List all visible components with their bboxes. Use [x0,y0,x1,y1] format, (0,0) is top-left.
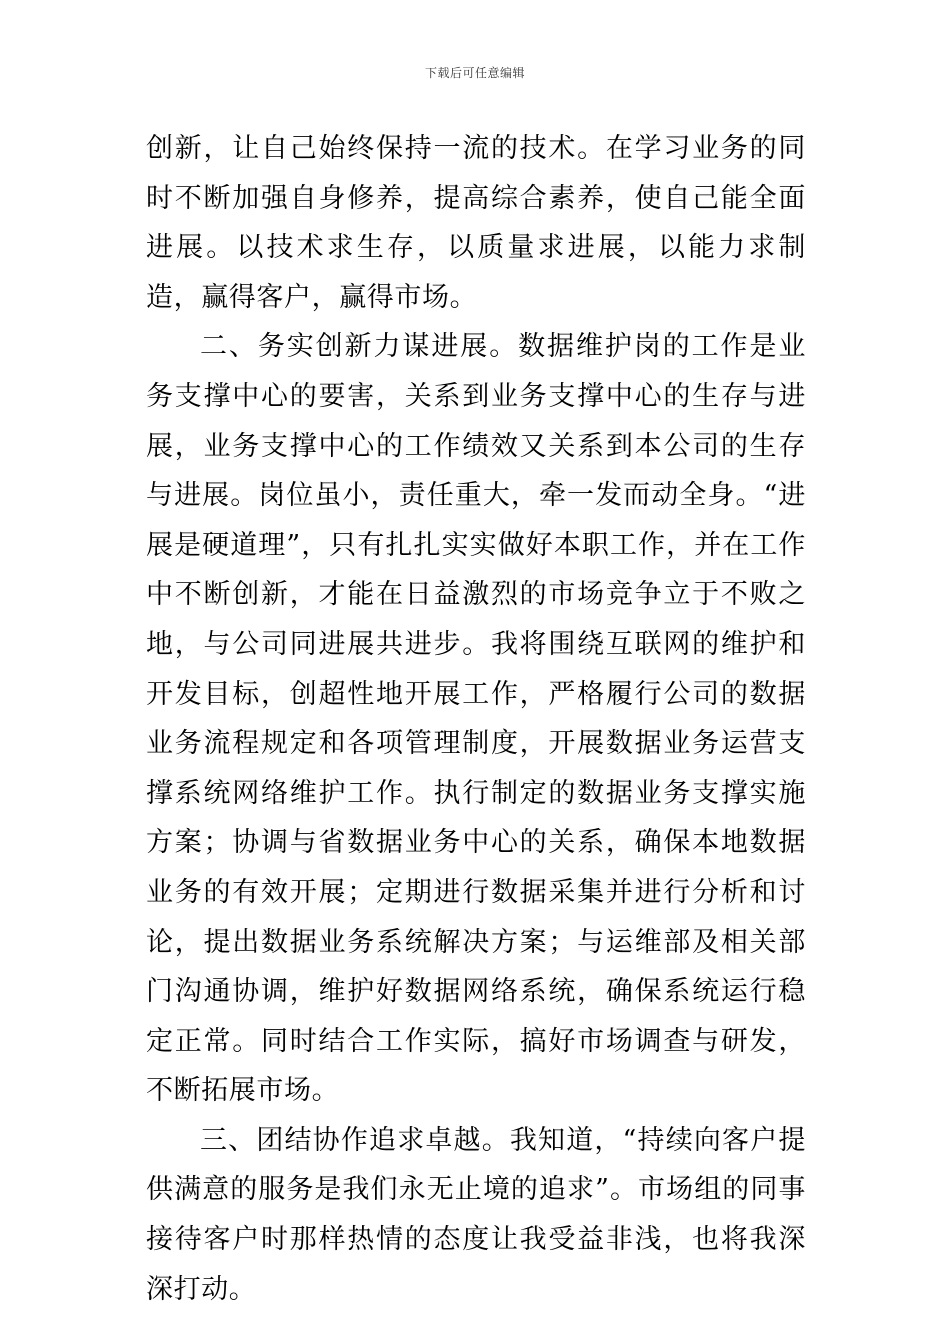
paragraph-2: 二、务实创新力谋进展。数据维护岗的工作是业务支撑中心的要害，关系到业务支撑中心的生存与进展，业务支撑中心的工作绩效又关系到本公司的生存与进展。岗位虽小，责任重大，牵一发而动全身。“进展是硬道理”，只有扎扎实实做好本职工作，并在工作中不断创新，才能在日益激烈的市场竞争立于不败之地，与公司同进展共进步。我将围绕互联网的维护和开发目标，创超性地开展工作，严格履行公司的数据业务流程规定和各项管理制度，开展数据业务运营支撑系统网络维护工作。执行制定的数据业务支撑实施方案；协调与省数据业务中心的关系，确保本地数据业务的有效开展；定期进行数据采集并进行分析和讨论，提出数据业务系统解决方案；与运维部及相关部门沟通协调，维护好数据网络系统，确保系统运行稳定正常。同时结合工作实际，搞好市场调查与研发，不断拓展市场。 [146,331,806,1107]
paragraph-3: 三、团结协作追求卓越。我知道，“持续向客户提供满意的服务是我们永无止境的追求”。市场组的同事接待客户时那样热情的态度让我受益非浅，也将我深深打动。 [146,1124,806,1305]
paragraph-1: 创新，让自己始终保持一流的技术。在学习业务的同时不断加强自身修养，提高综合素养，使自己能全面进展。以技术求生存，以质量求进展，以能力求制造，赢得客户，赢得市场。 [146,133,806,313]
document-body [146,124,806,1314]
page-header: 下载后可任意编辑 [424,66,525,80]
